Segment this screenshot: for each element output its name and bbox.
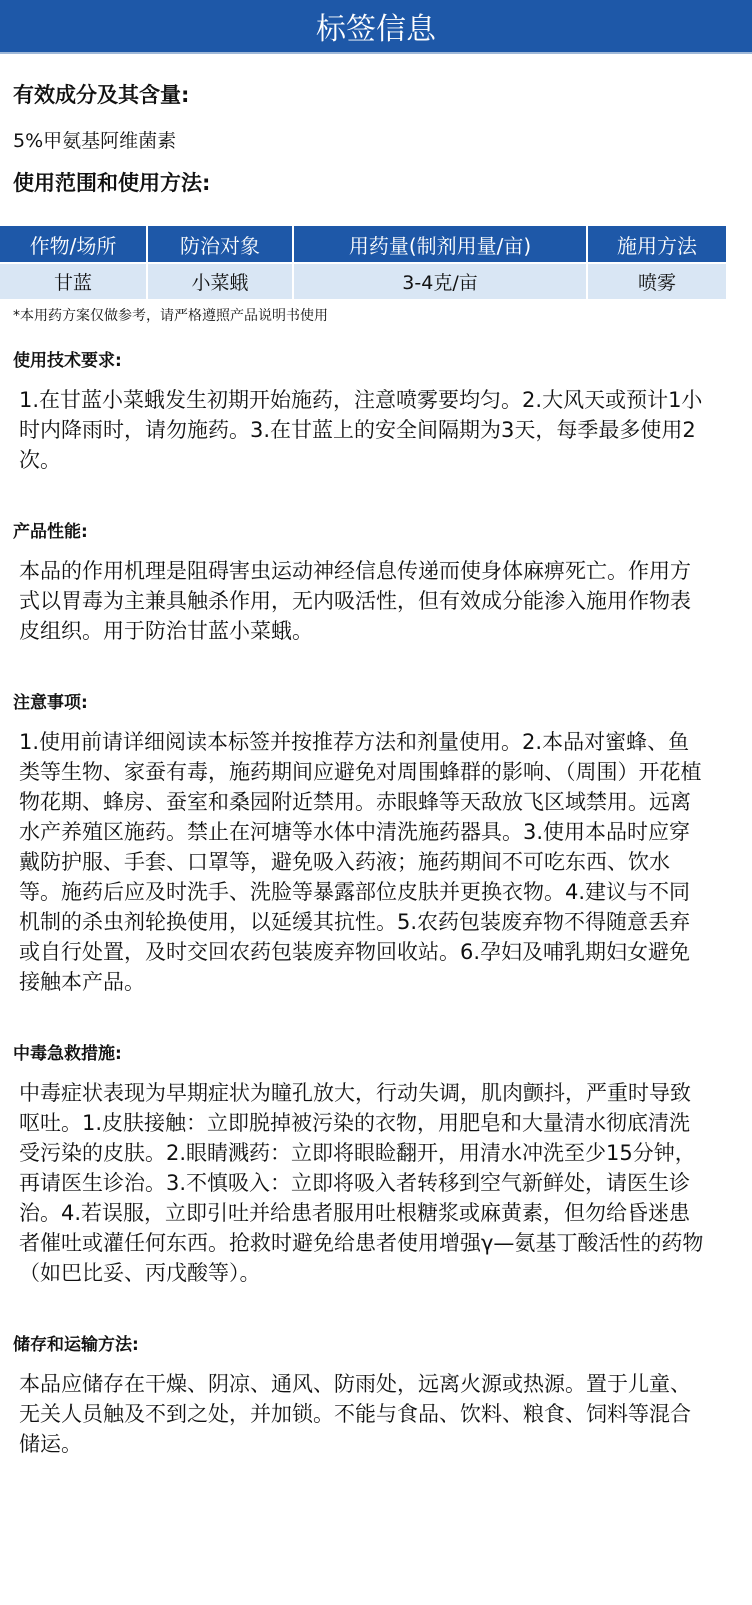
usage-table — [0, 226, 726, 299]
usage-title: 使用范围和使用方法: — [13, 171, 211, 195]
column-header: 用药量(制剂用量/亩) — [293, 226, 587, 263]
caution-title: 注意事项: — [13, 693, 88, 713]
first-aid-body: 中毒症状表现为早期症状为瞳孔放大，行动失调，肌肉颤抖，严重时导致呕吐。1.皮肤接触：立即脱掉被污染的衣物，用肥皂和大量清水彻底清洗受污染的皮肤。2.眼睛溅药：立即将眼睑翻开，用清水冲洗至少15分钟，再请医生诊治。3.不慎吸入：立即将吸入者转移到空气新鲜处，请医生诊治。4.若误服，立即引吐并给患者服用吐根糖浆或麻黄素，但勿给昏迷患者催吐或灌任何东西。抢救时避免给患者使用增强γ—氨基丁酸活性的药物（如巴比妥、丙戊酸等）。 — [19, 1081, 704, 1285]
tech-requirements-body: 1.在甘蓝小菜蛾发生初期开始施药，注意喷雾要均匀。2.大风天或预计1小时内降雨时，请勿施药。3.在甘蓝上的安全间隔期为3天，每季最多使用2次。 — [19, 388, 703, 472]
table-cell: 3-4克/亩 — [293, 263, 587, 299]
usage-table-header — [0, 226, 726, 263]
caution-body: 1.使用前请详细阅读本标签并按推荐方法和剂量使用。2.本品对蜜蜂、鱼类等生物、家蚕有毒，施药期间应避免对周围蜂群的影响、（周围）开花植物花期、蜂房、蚕室和桑园附近禁用。赤眼蜂等天敌放飞区域禁用。远离水产养殖区施药。禁止在河塘等水体中清洗施药器具。3.使用本品时应穿戴防护服、手套、口罩等，避免吸入药液；施药期间不可吃东西、饮水等。施药后应及时洗手、洗脸等暴露部位皮肤并更换衣物。4.建议与不同机制的杀虫剂轮换使用，以延缓其抗性。5.农药包装废弃物不得随意丢弃或自行处置，及时交回农药包装废弃物回收站。6.孕妇及哺乳期妇女避免接触本产品。 — [19, 730, 702, 994]
tech-requirements-title: 使用技术要求: — [13, 351, 122, 371]
column-header: 作物/场所 — [0, 226, 147, 263]
table-row — [0, 263, 726, 299]
header-bar — [0, 0, 752, 54]
active-ingredient-value: 5%甲氨基阿维菌素 — [13, 130, 177, 152]
first-aid-title: 中毒急救措施: — [13, 1044, 122, 1064]
active-ingredient-title: 有效成分及其含量: — [13, 83, 190, 107]
performance-title: 产品性能: — [13, 522, 88, 542]
storage-title: 储存和运输方法: — [13, 1335, 139, 1355]
table-cell: 小菜蛾 — [147, 263, 293, 299]
table-cell: 甘蓝 — [0, 263, 147, 299]
table-cell: 喷雾 — [587, 263, 726, 299]
column-header: 施用方法 — [587, 226, 726, 263]
storage-body: 本品应储存在干燥、阴凉、通风、防雨处，远离火源或热源。置于儿童、无关人员触及不到之处，并加锁。不能与食品、饮料、粮食、饲料等混合储运。 — [19, 1372, 691, 1456]
performance-body: 本品的作用机理是阻碍害虫运动神经信息传递而使身体麻痹死亡。作用方式以胃毒为主兼具触杀作用，无内吸活性，但有效成分能渗入施用作物表皮组织。用于防治甘蓝小菜蛾。 — [19, 559, 691, 643]
page-title: 标签信息 — [316, 12, 436, 47]
label-content — [0, 79, 739, 1459]
column-header: 防治对象 — [147, 226, 293, 263]
usage-note: *本用药方案仅做参考，请严格遵照产品说明书使用 — [13, 308, 328, 324]
